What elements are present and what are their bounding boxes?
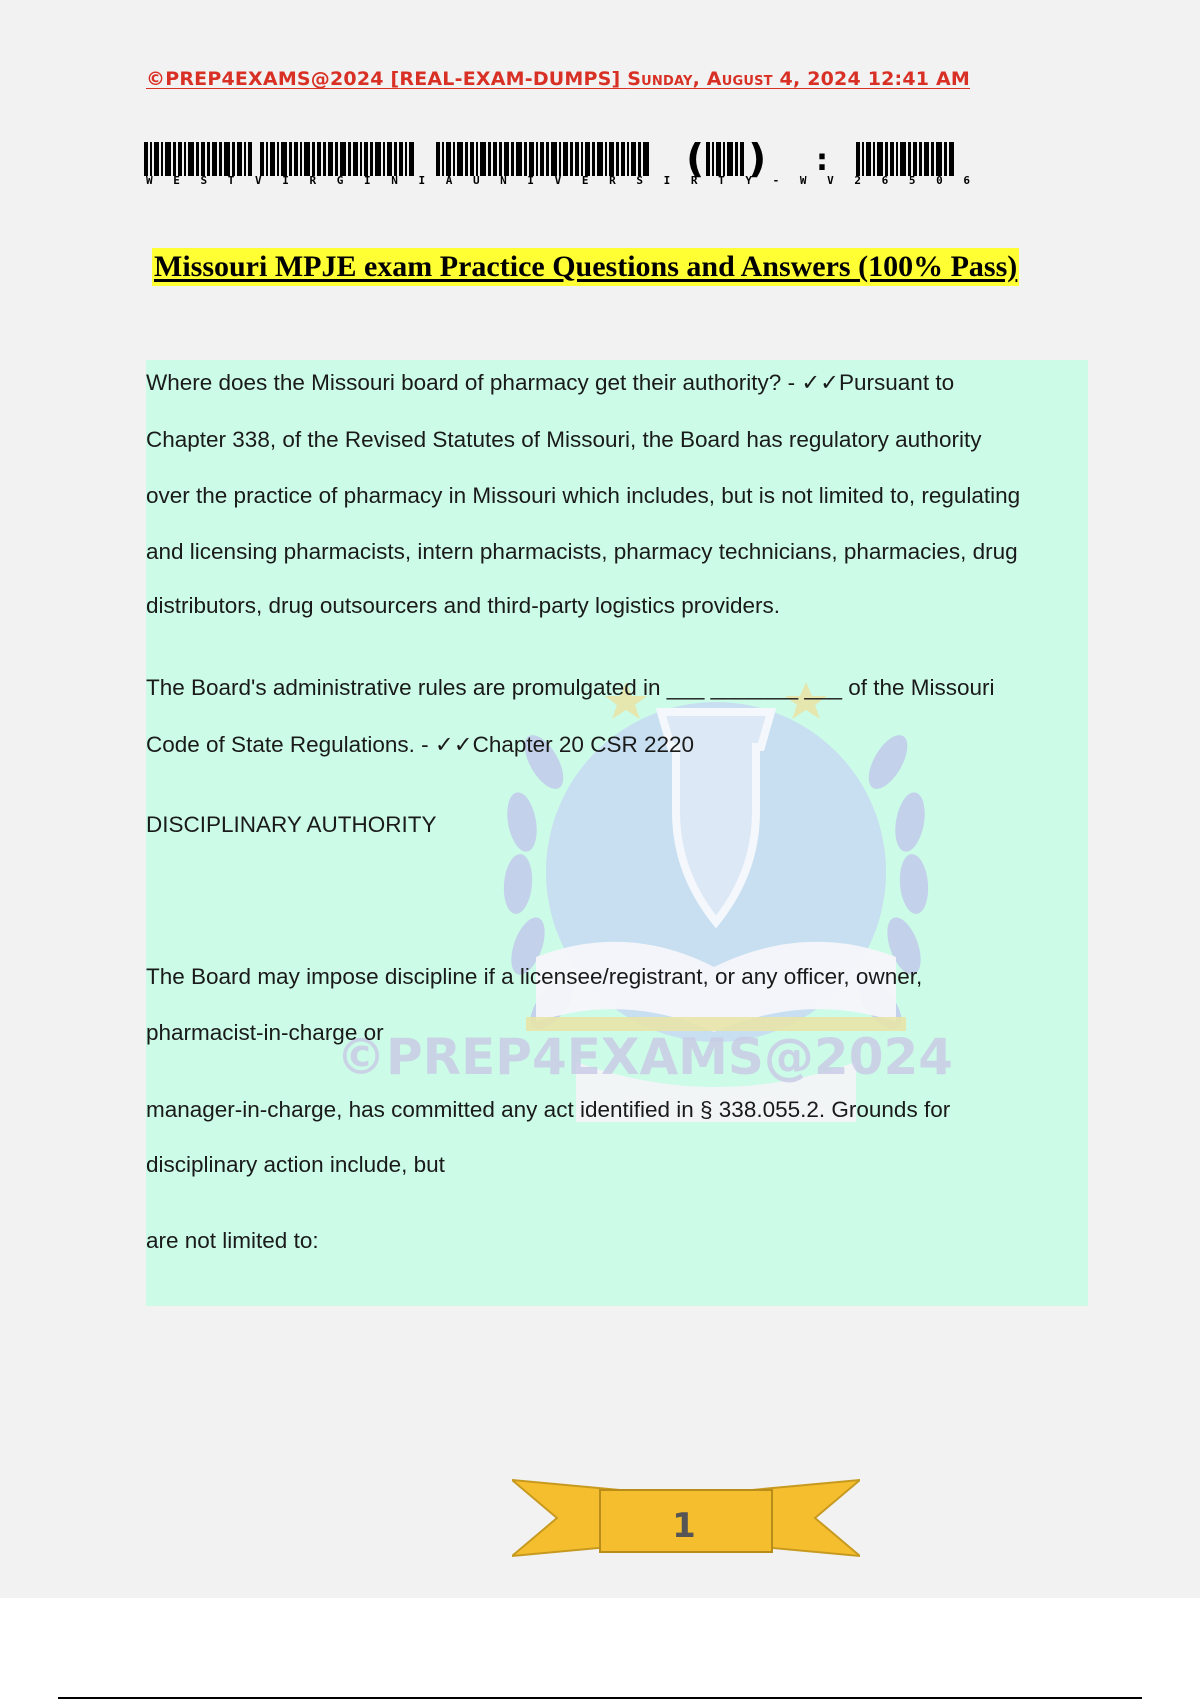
document-title: Missouri MPJE exam Practice Questions and Answers (100% Pass) bbox=[152, 248, 1019, 286]
svg-text:): ) bbox=[748, 142, 767, 178]
content-line: are not limited to: bbox=[146, 1228, 319, 1253]
header-prefix: ©PREP4EXAMS@2024 [REAL-EXAM-DUMPS] bbox=[146, 68, 628, 90]
content-line: The Board may impose discipline if a licensee/registrant, or any officer, owner, bbox=[146, 964, 923, 989]
section-heading: DISCIPLINARY AUTHORITY bbox=[146, 812, 437, 837]
content-line: over the practice of pharmacy in Missouri which includes, but is not limited to, regulating bbox=[146, 483, 1021, 508]
svg-text::: : bbox=[816, 143, 828, 178]
content-line: manager-in-charge, has committed any act identified in § 338.055.2. Grounds for bbox=[146, 1097, 951, 1122]
barcode-graphic bbox=[144, 142, 964, 178]
page-header bbox=[146, 68, 1014, 90]
content-line: Chapter 338, of the Revised Statutes of Missouri, the Board has regulatory authority bbox=[146, 427, 982, 452]
content-line: and licensing pharmacists, intern pharmacists, pharmacy technicians, pharmacies, drug bbox=[146, 539, 1018, 564]
content-line: Where does the Missouri board of pharmacy get their authority? - ✓✓Pursuant to bbox=[146, 370, 955, 395]
content-line: Code of State Regulations. - ✓✓Chapter 20 CSR 2220 bbox=[146, 732, 695, 757]
watermark-text: ©PREP4EXAMS@2024 bbox=[336, 1028, 954, 1086]
content-line: The Board's administrative rules are promulgated in ___ _______ ___ of the Missouri bbox=[146, 675, 995, 700]
content-line: distributors, drug outsourcers and third-party logistics providers. bbox=[146, 593, 781, 618]
header-date: Sunday, August 4, 2024 12:41 AM bbox=[627, 68, 970, 90]
svg-text:(: ( bbox=[686, 142, 705, 178]
content-line: disciplinary action include, but bbox=[146, 1152, 445, 1177]
qa-content-block bbox=[146, 360, 1088, 1306]
barcode-caption: W E S T V I R G I N I A U N I V E R S I R T Y - W V 2 6 5 0 6 bbox=[146, 174, 977, 187]
footer-divider bbox=[58, 1697, 1142, 1699]
page-number: 1 bbox=[672, 1506, 696, 1546]
content-line: pharmacist-in-charge or bbox=[146, 1020, 384, 1045]
